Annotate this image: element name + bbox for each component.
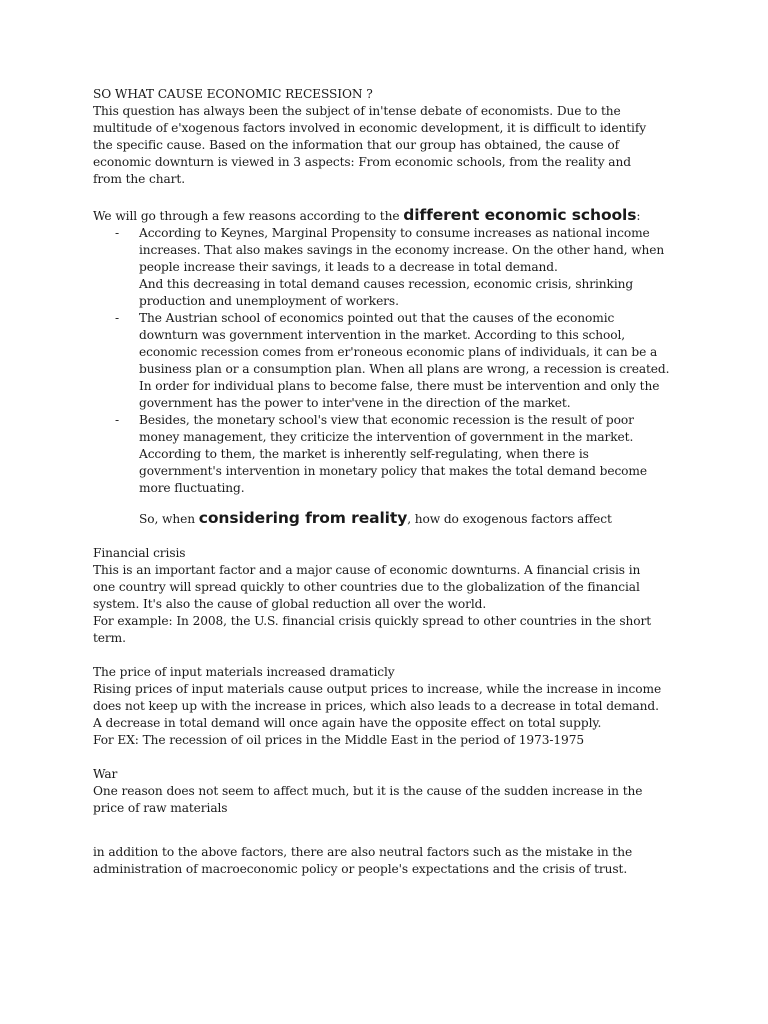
list-item-text: The Austrian school of economics pointed out that the causes of the economic downturn was government intervention in the market. According to this school, economic recession comes from er'roneous economic plans of individuals, it can be a business plan or a consumption plan. When all plans are wrong, a recession is created. In order for individual plans to become false, there must be intervention and only the government has the power to inter'vene in the direction of the market. xyxy=(139,311,670,410)
spacer xyxy=(93,749,673,766)
intro-paragraph: This question has always been the subject of in'tense debate of economists. Due to the multitude of e'xogenous factors involved in economic development, it is difficult to identify the specific cause. Based on the information that our group has obtained, the cause of economic downturn is viewed in 3 aspects: From economic schools, from the reality and from the chart. xyxy=(93,104,647,186)
spacer xyxy=(93,528,673,545)
list-item xyxy=(93,412,673,497)
dash-bullet: - xyxy=(115,413,120,427)
schools-list xyxy=(93,225,673,497)
spacer xyxy=(93,817,673,834)
financial-crisis-title: Financial crisis xyxy=(93,546,186,560)
war-body: One reason does not seem to affect much, but it is the cause of the sudden increase in the price of raw materials xyxy=(93,784,643,815)
list-item xyxy=(93,310,673,412)
reality-lead-rest: , how do exogenous factors affect xyxy=(407,512,612,526)
schools-lead-emphasis: different economic schools xyxy=(403,206,637,224)
reality-lead-emphasis: considering from reality xyxy=(198,509,408,527)
schools-lead-text: We will go through a few reasons according to the xyxy=(93,209,404,223)
reality-lead-text: So, when xyxy=(139,512,199,526)
reality-lead xyxy=(93,510,673,528)
document-heading: SO WHAT CAUSE ECONOMIC RECESSION ? xyxy=(93,87,373,101)
list-item-text: Besides, the monetary school's view that economic recession is the result of poor money management, they criticize the intervention of government in the market. According to them, the market is inherently self-regulating, when there is government's intervention in monetary policy that makes the total demand become more fluctuating. xyxy=(139,413,647,495)
list-item-text: According to Keynes, Marginal Propensity to consume increases as national income increases. That also makes savings in the economy increase. On the other hand, when people increase their savings, it leads to a decrease in total demand. And this decreasing in total demand causes recession, economic crisis, shrinking production and unemployment of workers. xyxy=(139,226,665,308)
spacer xyxy=(93,647,673,664)
schools-lead xyxy=(93,207,673,225)
dash-bullet: - xyxy=(115,226,120,240)
input-prices-body: Rising prices of input materials cause output prices to increase, while the increase in income does not keep up with the increase in prices, which also leads to a decrease in total demand. A decrease in total demand will once again have the opposite effect on total supply. For EX: The recession of oil prices in the Middle East in the period of 1973-1975 xyxy=(93,682,662,747)
spacer xyxy=(93,834,673,844)
spacer xyxy=(93,188,673,205)
input-prices-title: The price of input materials increased dramaticly xyxy=(93,665,395,679)
closing-paragraph: in addition to the above factors, there are also neutral factors such as the mistake in the administration of macroeconomic policy or people's expectations and the crisis of trust. xyxy=(93,845,633,876)
dash-bullet: - xyxy=(115,311,120,325)
war-title: War xyxy=(93,767,118,781)
document-page xyxy=(93,86,673,878)
list-item xyxy=(93,225,673,310)
schools-lead-colon: : xyxy=(636,209,641,223)
financial-crisis-body: This is an important factor and a major cause of economic downturns. A financial crisis in one country will spread quickly to other countries due to the globalization of the financial system. It's also the cause of global reduction all over the world. For example: In 2008, the U.S. financial crisis quickly spread to other countries in the short term. xyxy=(93,563,652,645)
